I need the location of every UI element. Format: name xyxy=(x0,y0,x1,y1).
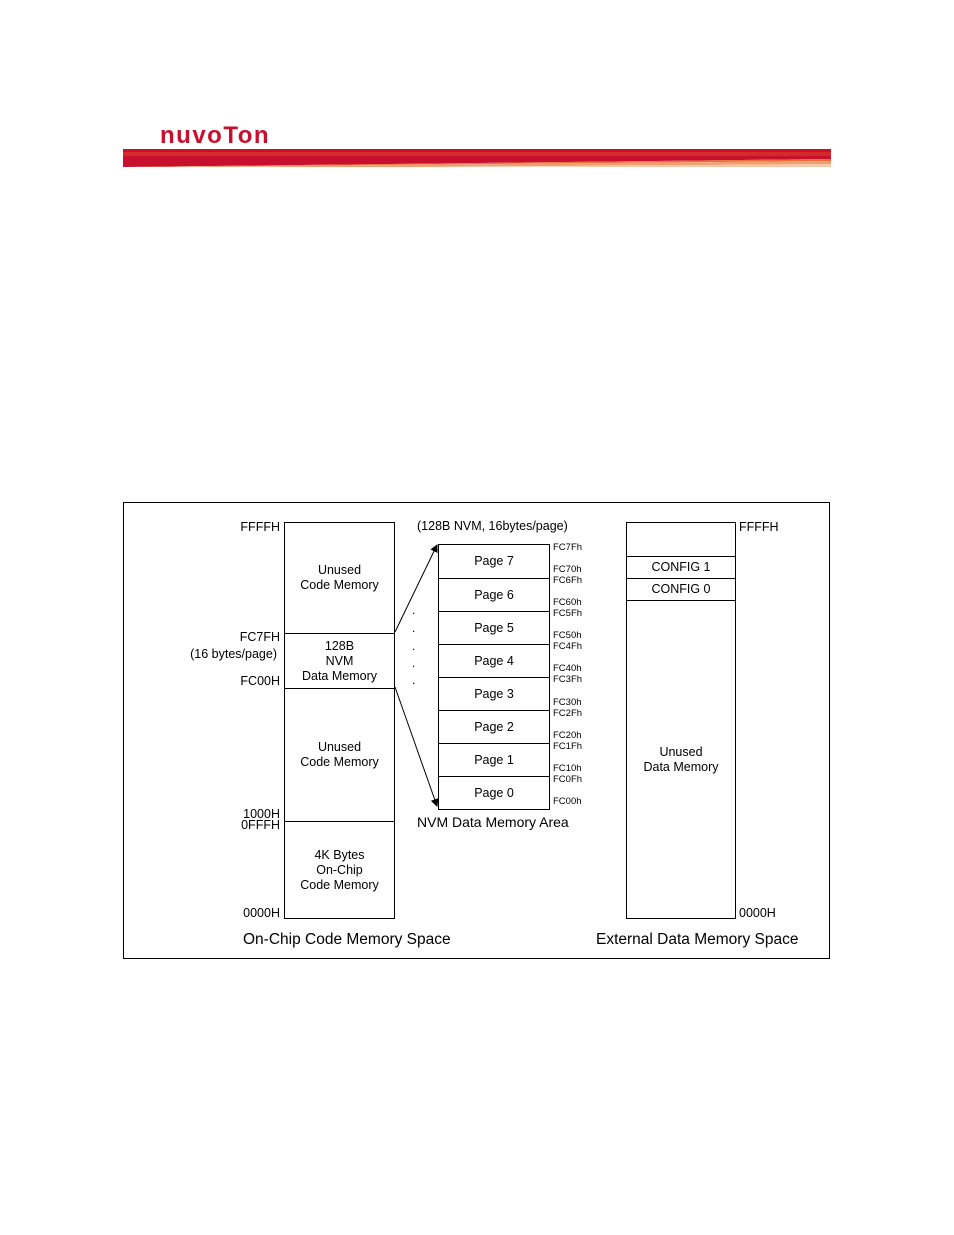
ellipsis-dot: . xyxy=(412,639,416,653)
data-region-config0: CONFIG 0 xyxy=(627,578,735,600)
page-addr-top: FC6Fh xyxy=(553,575,583,586)
page-addr-top: FC4Fh xyxy=(553,641,583,652)
page-addr-bottom: FC70h xyxy=(553,564,582,575)
code-space-title: On-Chip Code Memory Space xyxy=(243,931,451,948)
addr-code-fc00: FC00H xyxy=(240,674,280,688)
ellipsis-dot: . xyxy=(412,621,416,635)
code-region-unused-top: Unused Code Memory xyxy=(300,563,379,592)
page-addr-top: FC2Fh xyxy=(553,708,583,719)
nvm-page-2: Page 2 xyxy=(439,710,549,743)
arrow-to-page-0 xyxy=(395,687,437,806)
data-region-unused: Unused Data Memory xyxy=(627,600,735,918)
page-addr-bottom: FC30h xyxy=(553,697,582,708)
page-addr-top: FC1Fh xyxy=(553,741,583,752)
nvm-page-1: Page 1 xyxy=(439,743,549,776)
page-addr-top: FC0Fh xyxy=(553,774,583,785)
data-region-top xyxy=(627,523,735,556)
nvm-page-7: Page 7 xyxy=(474,554,514,568)
nvm-page-0: Page 0 xyxy=(439,776,549,809)
ellipsis-dot: . xyxy=(412,673,416,687)
ellipsis-dot: . xyxy=(412,603,416,617)
nvm-page-6: Page 6 xyxy=(439,578,549,611)
addr-code-note: (16 bytes/page) xyxy=(190,647,277,661)
data-region-config1: CONFIG 1 xyxy=(627,556,735,578)
page-addr-top: FC5Fh xyxy=(553,608,583,619)
nvm-page-4: Page 4 xyxy=(439,644,549,677)
data-memory-column xyxy=(626,522,736,919)
addr-data-ffff: FFFFH xyxy=(739,520,779,534)
page-addr-bottom: FC40h xyxy=(553,663,582,674)
arrow-to-page-7 xyxy=(395,545,437,635)
addr-code-1000: 1000H xyxy=(243,807,280,821)
page-addr-top: FC7Fh xyxy=(553,542,583,553)
page-addr-bottom: FC50h xyxy=(553,630,582,641)
data-space-title: External Data Memory Space xyxy=(596,931,799,948)
page-addr-bottom: FC10h xyxy=(553,763,582,774)
addr-code-ffff: FFFFH xyxy=(240,520,280,534)
nvm-area-title: NVM Data Memory Area xyxy=(417,814,569,830)
addr-code-0000: 0000H xyxy=(243,906,280,920)
page-addr-bottom: FC20h xyxy=(553,730,582,741)
code-region-unused-bottom: Unused Code Memory xyxy=(285,688,394,821)
code-region-onchip: 4K Bytes On-Chip Code Memory xyxy=(285,821,394,918)
nvm-page-3: Page 3 xyxy=(439,677,549,710)
addr-data-0000: 0000H xyxy=(739,906,776,920)
nvm-pages-column xyxy=(438,544,550,810)
nvm-area-header: (128B NVM, 16bytes/page) xyxy=(417,519,568,533)
page-addr-bottom: FC00h xyxy=(553,796,582,807)
page-addr-bottom: FC60h xyxy=(553,597,582,608)
code-region-nvm: 128B NVM Data Memory xyxy=(285,633,394,688)
nvm-page-5: Page 5 xyxy=(439,611,549,644)
ellipsis-dot: . xyxy=(412,656,416,670)
page-addr-top: FC3Fh xyxy=(553,674,583,685)
addr-code-0fff: 0FFFH xyxy=(241,818,280,832)
addr-code-fc7f: FC7FH xyxy=(239,630,280,644)
code-memory-column xyxy=(284,522,395,919)
logo-wordmark: nuvoTon xyxy=(160,126,271,146)
